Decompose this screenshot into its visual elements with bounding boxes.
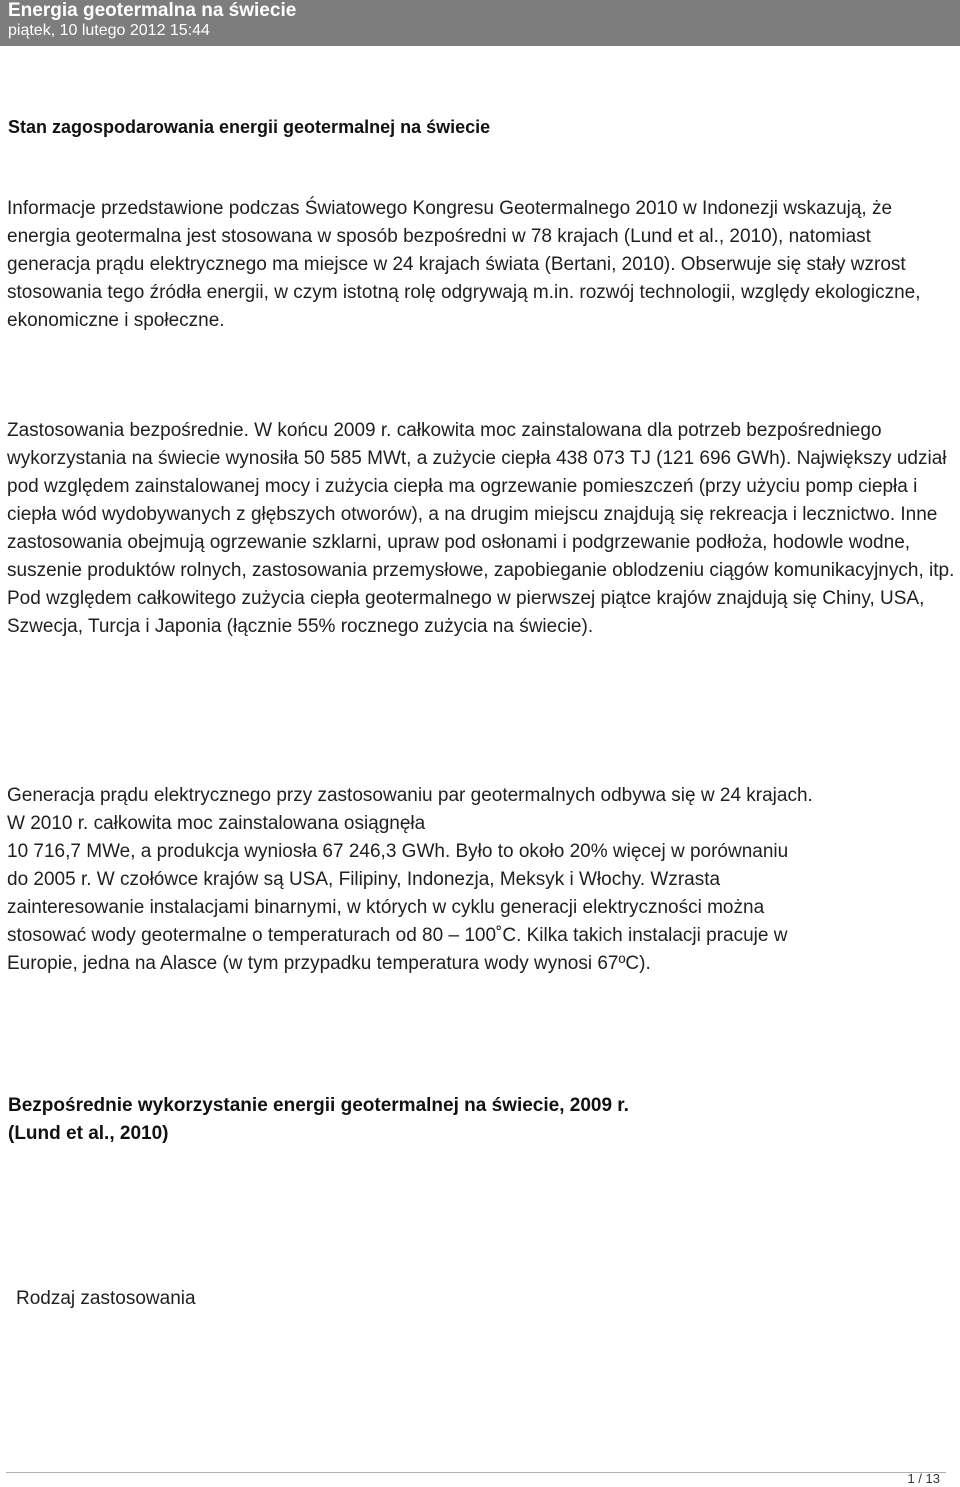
document-header xyxy=(0,0,960,46)
page-number: 1 / 13 xyxy=(907,1471,940,1486)
table-heading-line: Bezpośrednie wykorzystanie energii geotermalnej na świecie, 2009 r. xyxy=(8,1095,629,1116)
paragraph-line: Generacja prądu elektrycznego przy zastosowaniu par geotermalnych odbywa się w 24 krajach. xyxy=(7,785,813,806)
table-heading xyxy=(8,1092,629,1148)
paragraph-intro: Informacje przedstawione podczas Światowego Kongresu Geotermalnego 2010 w Indonezji wskazują, że energia geotermalna jest stosowana w sposób bezpośredni w 78 krajach (Lund et al., 2010), natomiast generacja prądu elektrycznego ma miejsce w 24 krajach świata (Bertani, 2010). Obserwuje się stały wzrost stosowania tego źródła energii, w czym istotną rolę odgrywają m.in. rozwój technologii, względy ekologiczne, ekonomiczne i społeczne. xyxy=(7,198,921,331)
footer-divider xyxy=(6,1472,946,1473)
document-title: Energia geotermalna na świecie xyxy=(8,0,297,21)
paragraph-line: do 2005 r. W czołówce krajów są USA, Filipiny, Indonezja, Meksyk i Włochy. Wzrasta xyxy=(7,869,721,890)
paragraph-line: stosować wody geotermalne o temperaturach od 80 – 100˚C. Kilka takich instalacji pracuje w xyxy=(7,925,788,946)
paragraph-line: zainteresowanie instalacjami binarnymi, w których w cyklu generacji elektryczności można xyxy=(7,897,765,918)
paragraph-line: Europie, jedna na Alasce (w tym przypadku temperatura wody wynosi 67ºC). xyxy=(7,953,651,974)
article-heading: Stan zagospodarowania energii geotermalnej na świecie xyxy=(8,117,491,137)
table-heading-line: (Lund et al., 2010) xyxy=(8,1123,169,1144)
paragraph-line: W 2010 r. całkowita moc zainstalowana osiągnęła xyxy=(7,813,426,834)
paragraph-direct-use: Zastosowania bezpośrednie. W końcu 2009 r. całkowita moc zainstalowana dla potrzeb bezpośredniego wykorzystania na świecie wynosiła 50 585 MWt, a zużycie ciepła 438 073 TJ (121 696 GWh). Największy udział pod względem zainstalowanej mocy i zużycia ciepła ma ogrzewanie pomieszczeń (przy użyciu pomp ciepła i ciepła wód wydobywanych z głębszych otworów), a na drugim miejscu znajdują się rekreacja i lecznictwo. Inne zastosowania obejmują ogrzewanie szklarni, upraw pod osłonami i podgrzewanie podłoża, hodowle wodne, suszenie produktów rolnych, zastosowania przemysłowe, zapobieganie oblodzeniu ciągów komunikacyjnych, itp. Pod względem całkowitego zużycia ciepła geotermalnego w pierwszej piątce krajów znajdują się Chiny, USA, Szwecja, Turcja i Japonia (łącznie 55% rocznego zużycia na świecie). xyxy=(7,420,955,637)
table-column-header: Rodzaj zastosowania xyxy=(16,1288,196,1309)
paragraph-electricity xyxy=(7,782,957,978)
paragraph-line: 10 716,7 MWe, a produkcja wyniosła 67 246,3 GWh. Było to około 20% więcej w porównaniu xyxy=(7,841,789,862)
document-date: piątek, 10 lutego 2012 15:44 xyxy=(8,22,210,39)
